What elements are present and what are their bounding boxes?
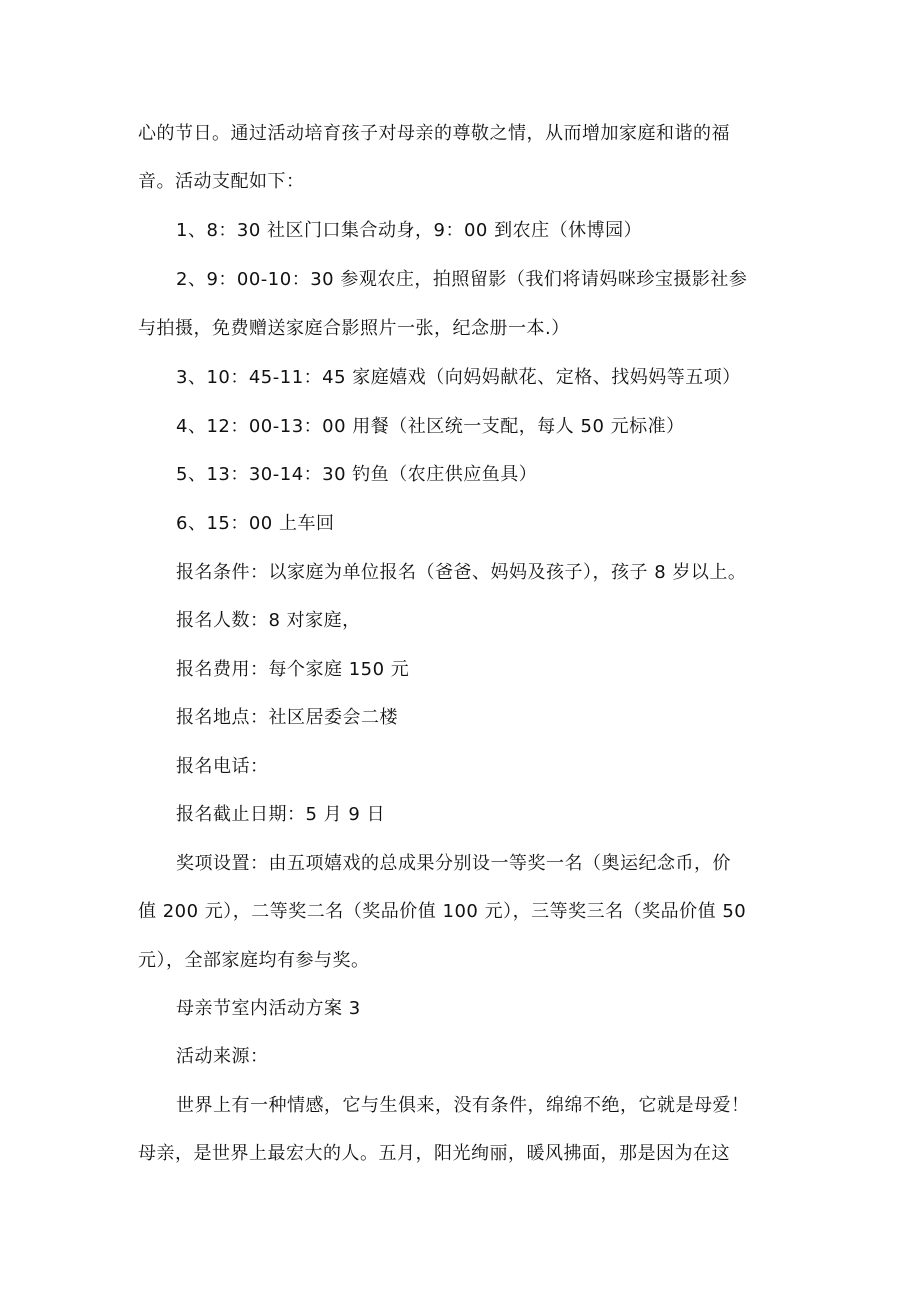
- schedule-item-2: 2、9：00-10：30 参观农庄，拍照留影（我们将请妈咪珍宝摄影社参: [176, 269, 748, 290]
- awards-line: 奖项设置：由五项嬉戏的总成果分别设一等奖一名（奥运纪念币，价: [176, 853, 731, 874]
- schedule-item-6: 6、15：00 上车回: [176, 513, 335, 534]
- registration-count: 报名人数：8 对家庭，: [176, 610, 361, 631]
- paragraph-line: 母亲，是世界上最宏大的人。五月，阳光绚丽，暖风拂面，那是因为在这: [138, 1143, 730, 1164]
- awards-line: 元），全部家庭均有参与奖。: [138, 950, 370, 971]
- paragraph-line: 世界上有一种情感，它与生俱来，没有条件，绵绵不绝，它就是母爱！: [176, 1095, 750, 1116]
- section-heading: 母亲节室内活动方案 3: [176, 998, 361, 1019]
- registration-conditions: 报名条件：以家庭为单位报名（爸爸、妈妈及孩子），孩子 8 岁以上。: [176, 562, 747, 583]
- awards-line: 值 200 元），二等奖二名（奖品价值 100 元），三等奖三名（奖品价值 50: [138, 901, 747, 922]
- schedule-item-1: 1、8：30 社区门口集合动身，9：00 到农庄（休博园）: [176, 220, 643, 241]
- schedule-item-5: 5、13：30-14：30 钓鱼（农庄供应鱼具）: [176, 464, 538, 485]
- paragraph-line: 心的节日。通过活动培育孩子对母亲的尊敬之情，从而增加家庭和谐的福: [138, 123, 730, 144]
- schedule-item-3: 3、10：45-11：45 家庭嬉戏（向妈妈献花、定格、找妈妈等五项）: [176, 367, 741, 388]
- registration-location: 报名地点：社区居委会二楼: [176, 707, 398, 728]
- activity-source-label: 活动来源：: [176, 1046, 269, 1067]
- registration-fee: 报名费用：每个家庭 150 元: [176, 659, 410, 680]
- paragraph-line: 与拍摄，免费赠送家庭合影照片一张，纪念册一本.）: [138, 318, 570, 339]
- schedule-item-4: 4、12：00-13：00 用餐（社区统一支配，每人 50 元标准）: [176, 416, 685, 437]
- registration-deadline: 报名截止日期：5 月 9 日: [176, 804, 386, 825]
- paragraph-line: 音。活动支配如下：: [138, 171, 305, 192]
- registration-phone: 报名电话：: [176, 756, 269, 777]
